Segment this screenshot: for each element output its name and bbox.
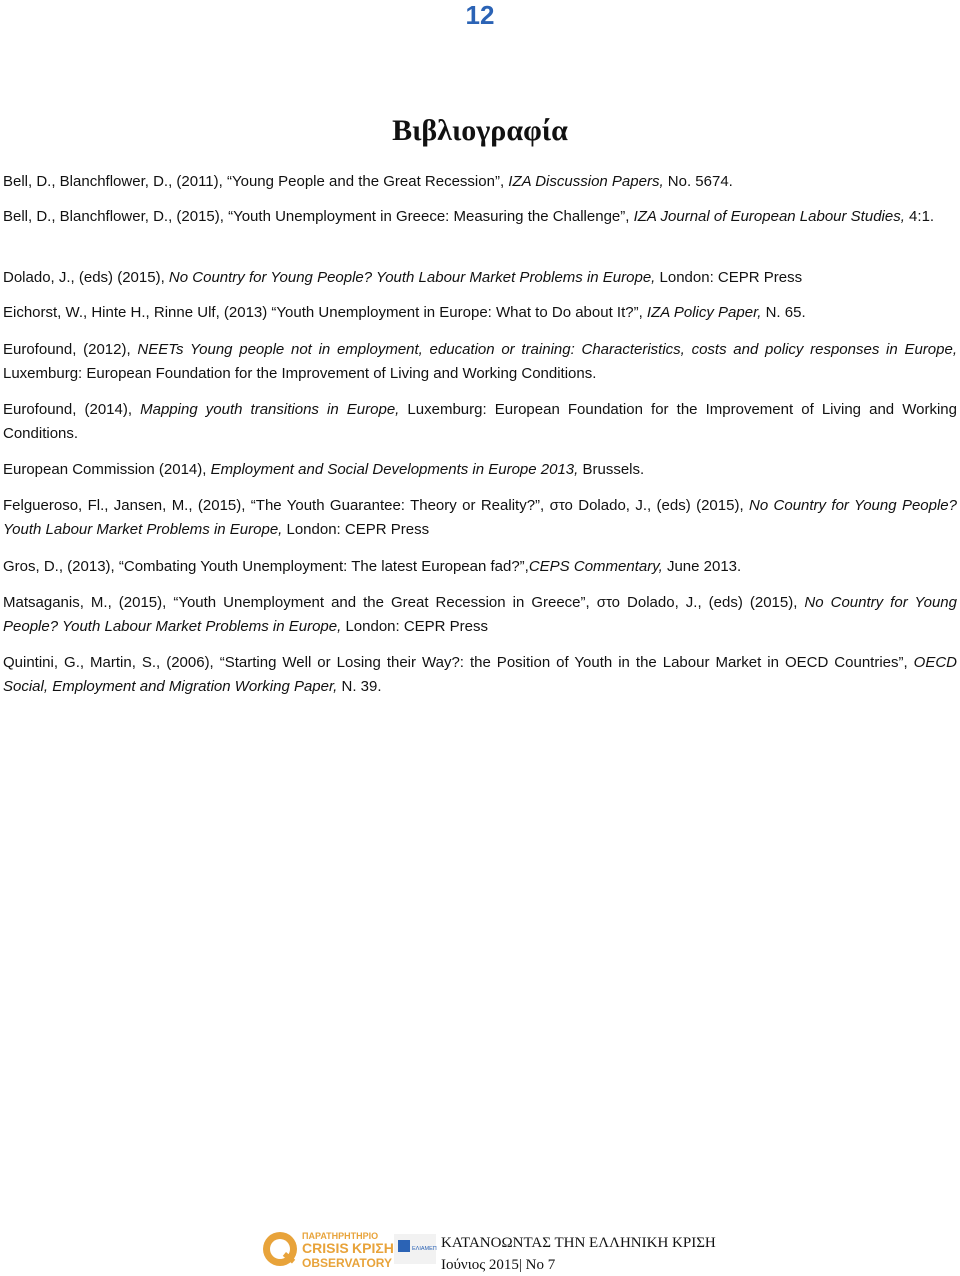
- page-number: 12: [465, 0, 495, 30]
- reference-item: Gros, D., (2013), “Combating Youth Unemployment: The latest European fad?”,CEPS Commentary, June 2013.: [3, 558, 742, 575]
- footer-series-title: ΚΑΤΑΝΟΩΝΤΑΣ ΤΗΝ ΕΛΛΗΝΙΚΗ ΚΡΙΣΗ: [441, 1235, 716, 1251]
- reference-item: Bell, D., Blanchflower, D., (2015), “Youth Unemployment in Greece: Measuring the Challenge”, IZA Journal of European Labour Studies, 4:1.: [3, 208, 935, 225]
- footer-issue: Ιούνιος 2015| Νο 7: [441, 1257, 556, 1273]
- reference-item: Bell, D., Blanchflower, D., (2011), “Young People and the Great Recession”, IZA Discussion Papers, No. 5674.: [3, 173, 733, 190]
- reference-item: Matsaganis, M., (2015), “Youth Unemployment and the Great Recession in Greece”, στο Dolado, J., (eds) (2015), No Country for Young People? Youth Labour Market Problems in Europe, London: CEPR Press: [3, 594, 957, 635]
- page-title: Βιβλιογραφία: [392, 114, 568, 147]
- reference-item: Eichorst, W., Hinte H., Rinne Ulf, (2013) “Youth Unemployment in Europe: What to Do about It?”, IZA Policy Paper, N. 65.: [3, 304, 806, 321]
- svg-text:ΠΑΡΑΤΗΡΗΤΗΡΙΟ: ΠΑΡΑΤΗΡΗΤΗΡΙΟ: [302, 1231, 379, 1241]
- reference-item: Eurofound, (2014), Mapping youth transitions in Europe, Luxemburg: European Foundation for the Improvement of Living and Working Conditions.: [3, 401, 957, 442]
- svg-text:ΚΡΙΣΗ: ΚΡΙΣΗ: [352, 1240, 394, 1256]
- footer-text: [441, 1232, 716, 1276]
- crisis-observatory-logo: [262, 1228, 438, 1270]
- reference-item: Eurofound, (2012), NEETs Young people not in employment, education or training: Characteristics, costs and policy responses in Europe, Luxemburg: European Foundation for the Improvement of Living and Working Conditions.: [3, 341, 957, 382]
- svg-text:CRISIS: CRISIS: [302, 1240, 349, 1256]
- reference-item: European Commission (2014), Employment and Social Developments in Europe 2013, Brussels.: [3, 461, 645, 478]
- svg-text:OBSERVATORY: OBSERVATORY: [302, 1256, 393, 1270]
- reference-item: Felgueroso, Fl., Jansen, M., (2015), “The Youth Guarantee: Theory or Reality?”, στο Dolado, J., (eds) (2015), No Country for Young People? Youth Labour Market Problems in Europe, London: CEPR Press: [3, 497, 957, 538]
- svg-text:ΕΛΙΑΜΕΠ: ΕΛΙΑΜΕΠ: [412, 1246, 437, 1252]
- reference-item: Quintini, G., Martin, S., (2006), “Starting Well or Losing their Way?: the Position of Youth in the Labour Market in OECD Countries”, OECD Social, Employment and Migration Working Paper, N. 39.: [3, 654, 957, 695]
- reference-item: Dolado, J., (eds) (2015), No Country for Young People? Youth Labour Market Problems in Europe, London: CEPR Press: [3, 269, 803, 286]
